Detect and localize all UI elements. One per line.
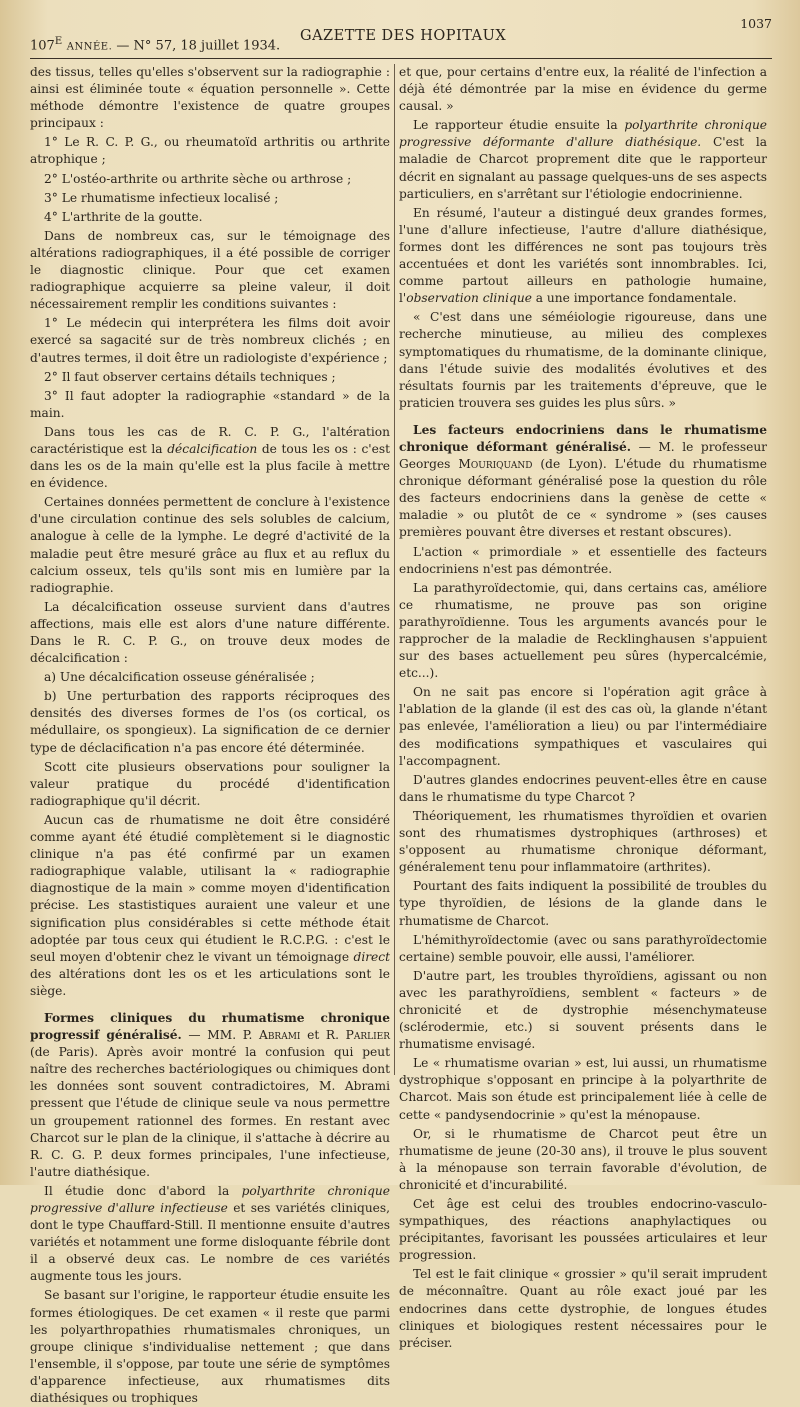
- right-column: [399, 64, 768, 1350]
- paragraph: L'hémithyroïdectomie (avec ou sans parathyroïdectomie certaine) semble pouvoir, elle aussi, l'améliorer.: [399, 932, 767, 964]
- author-name: Mouriquand: [458, 457, 533, 472]
- paragraph: [30, 812, 390, 1000]
- paragraph: des tissus, telles qu'elles s'observent sur la radiographie : ainsi est éliminée toute « équation personnelle ». Cette méthode démontre l'existence de quatre groupes principaux :: [30, 65, 390, 131]
- paragraph: Cet âge est celui des troubles endocrino-vasculo-sympathiques, des réactions anaphylactiques ou précipitantes, favorisant les poussées articulaires et leur progression.: [399, 1197, 767, 1263]
- section-paragraph: [30, 1010, 390, 1181]
- issue-info: [30, 36, 280, 53]
- text-run: Aucun cas de rhumatisme ne doit être considéré comme ayant été étudié complètement si le diagnostic clinique n'a pas été confirmé par un examen radiographique valable, utilisant la « radiographie diagnostique de la main » comme moyen d'identification précise. Les stastistiques auraient une valeur et une signification plus considérables si cette méthode était adoptée par tous ceux qui étudient le R.C.P.G. : c'est le seul moyen d'obtenir chez le vivant un témoignage: [30, 812, 390, 964]
- text-run: et R.: [300, 1028, 346, 1043]
- edition-suffix: E: [54, 36, 63, 47]
- list-item: 2° Il faut observer certains détails techniques ;: [44, 369, 336, 384]
- text-run: a une importance fondamentale.: [531, 291, 737, 306]
- paragraph: Scott cite plusieurs observations pour souligner la valeur pratique du procédé d'identification radiographique qu'il décrit.: [30, 759, 390, 808]
- emphasis: décalcification: [167, 441, 258, 456]
- paragraph: [30, 1183, 390, 1286]
- paragraph: Se basant sur l'origine, le rapporteur étudie ensuite les formes étiologiques. De cet examen « il reste que parmi les polyarthropathies rhumatismales chroniques, un groupe clinique s'individualise nettement ; que dans l'ensemble, il s'oppose, par toute une série de symptômes d'apparence infectieuse, aux rhumatismes dits diathésiques ou trophiques: [30, 1288, 390, 1406]
- paragraph: La parathyroïdectomie, qui, dans certains cas, améliore ce rhumatisme, ne prouve pas son origine parathyroïdienne. Tous les arguments avancés pour le rapprocher de la maladie de Recklinghausen s'appuient sur des bases actuellement peu sûres (hypercalcémie, etc...).: [399, 580, 767, 681]
- text-run: Dans tous les cas de R. C. P. G., l'altération caractéristique est la: [30, 424, 390, 456]
- paragraph: et que, pour certains d'entre eux, la réalité de l'infection a déjà été démontrée par la mise en évidence du germe causal. »: [399, 65, 767, 114]
- left-column: [30, 64, 391, 1406]
- column-divider: [394, 64, 395, 1075]
- header-rule: [30, 58, 772, 59]
- emphasis: observation clinique: [406, 291, 532, 306]
- text-run: C'est la maladie de Charcot proprement dite que le rapporteur décrit en signalant au passage quelques-uns de ses aspects particuliers, en s'arrêtant sur l'étiologie endocrinienne.: [399, 135, 767, 201]
- section-paragraph: [399, 422, 767, 542]
- paragraph: Dans de nombreux cas, sur le témoignage des altérations radiographiques, il a été possible de corriger le diagnostic clinique. Pour que cet examen radiographique acquierre sa pleine valeur, il doit nécessairement remplir les conditions suivantes :: [30, 228, 390, 312]
- paragraph: [399, 205, 767, 308]
- journal-title: GAZETTE DES HOPITAUX: [300, 28, 507, 44]
- author-name: Parlier: [345, 1028, 390, 1043]
- paragraph: [399, 117, 767, 202]
- text-run: des altérations dont les os et les articulations sont le siège.: [30, 966, 390, 998]
- paragraph: Théoriquement, les rhumatismes thyroïdien et ovarien sont des rhumatismes dystrophiques (arthroses) et s'opposent au rhumatisme chronique déformant, généralement tenu pour inflammatoire (arthrites).: [399, 808, 767, 875]
- emphasis: polyarthrite chronique progressive déformante d'allure diathésique.: [399, 118, 768, 150]
- paragraph: Tel est le fait clinique « grossier » qu'il serait imprudent de méconnaître. Quant au rôle exact joué par les endocrines dans cette dystrophie, de longues études cliniques et biologiques restent nécessaires pour le préciser.: [399, 1267, 767, 1350]
- issue-date: — N° 57, 18 juillet 1934.: [116, 38, 281, 54]
- paragraph: Certaines données permettent de conclure à l'existence d'une circulation continue des sels solubles de calcium, analogue à celle de la lymphe. Le degré d'activité de la maladie peut être mesuré grâce au flux et au reflux du calcium osseux, tels qu'ils sont mis en lumière par la radiographie.: [30, 495, 390, 595]
- paragraph: [30, 424, 390, 492]
- text-run: Il étudie donc d'abord la: [44, 1183, 242, 1198]
- list-item: 1° Le R. C. P. G., ou rheumatoïd arthritis ou arthrite atrophique ;: [30, 135, 390, 167]
- emphasis: polyarthrite chronique progressive d'allure infectieuse: [30, 1183, 390, 1215]
- page-number: 1037: [740, 16, 772, 31]
- list-item: 1° Le médecin qui interprétera les films doit avoir exercé sa sagacité sur de très nombreux clichés ; en d'autres termes, il doit être un radiologiste d'expérience ;: [30, 316, 390, 365]
- emphasis: direct: [353, 949, 390, 964]
- list-item: 2° L'ostéo-arthrite ou arthrite sèche ou arthrose ;: [44, 171, 352, 186]
- section-title: Les facteurs endocriniens dans le rhumatisme chronique déformant généralisé.: [399, 422, 767, 454]
- list-item: 4° L'arthrite de la goutte.: [44, 209, 203, 224]
- paragraph: La décalcification osseuse survient dans d'autres affections, mais elle est alors d'une nature différente. Dans le R. C. P. G., on trouve deux modes de décalcification :: [30, 599, 390, 666]
- paragraph: D'autre part, les troubles thyroïdiens, agissant ou non avec les parathyroïdiens, semblent « facteurs » de chronicité et de dystrophie mésenchymateuse (sclérodermie, etc.) si souvent présents dans le rhumatisme envisagé.: [399, 968, 767, 1052]
- text-run: (de Paris).: [30, 1045, 99, 1060]
- paragraph: D'autres glandes endocrines peuvent-elles être en cause dans le rhumatisme du type Charcot ?: [399, 772, 767, 804]
- text-run: de tous les os : c'est dans les os de la main qu'elle est la plus facile à mettre en évidence.: [30, 441, 390, 491]
- text-run: (de Lyon). L'étude du rhumatisme chronique déformant généralisé pose la question du rôle des facteurs endocriniens dans la genèse de cette « maladie » ou plutôt de ce « syndrome » (ses causes premières pouvant être diverses et restant obscures).: [399, 457, 767, 540]
- paragraph: L'action « primordiale » et essentielle des facteurs endocriniens n'est pas démontrée.: [399, 544, 767, 576]
- section-title: Formes cliniques du rhumatisme chronique progressif généralisé.: [30, 1010, 390, 1043]
- list-item: b) Une perturbation des rapports réciproques des densités des diverses formes de l'os (os cortical, os médullaire, os spongieux). La signification de ce dernier type de déclacification n'a pas encore été déterminée.: [30, 689, 390, 755]
- paragraph: Le « rhumatisme ovarian » est, lui aussi, un rhumatisme dystrophique s'opposant en principe à la polyarthrite de Charcot. Mais son étude est principalement liée à celle de cette « pandysendocrinie » qu'est la ménopause.: [399, 1056, 767, 1122]
- text-run: — MM. P.: [181, 1028, 260, 1043]
- page-header: [30, 16, 772, 58]
- text-run: Après avoir montré la confusion qui peut naître des recherches bactériologiques ou chimiques dont les données sont souvent contradictoires, M. Abrami pressent que l'étude de clinique seule va nous permettre un groupement rationnel des formes. En restant avec Charcot sur le plan de la clinique, il s'attache à décrire au R. C. G. P. deux formes principales, l'une infectieuse, l'autre diathésique.: [30, 1045, 391, 1179]
- text-run: — M. le professeur Georges: [399, 439, 768, 472]
- edition-number: 107: [30, 38, 55, 54]
- list-item: a) Une décalcification osseuse généralisée ;: [44, 670, 315, 685]
- paragraph: « C'est dans une séméiologie rigoureuse, dans une recherche minutieuse, au milieu des complexes symptomatiques du rhumatisme, de la dominante clinique, dans l'étude suivie des modalités évolutives et des résultats fournis par les traitements d'épreuve, que le praticien trouvera ses guides les plus sûrs. »: [399, 310, 767, 410]
- list-item: 3° Il faut adopter la radiographie «standard » de la main.: [30, 388, 390, 420]
- paragraph: Or, si le rhumatisme de Charcot peut être un rhumatisme de jeune (20-30 ans), il trouve le plus souvent à la ménopause son terrain favorable d'évolution, de chronicité et d'incurabilité.: [399, 1126, 767, 1192]
- text-run: En résumé, l'auteur a distingué deux grandes formes, l'une d'allure infectieuse, l'autre d'allure diathésique, formes dont les différences ne sont pas toujours très accentuées et dont les variétés sont innombrables. Ici, comme partout ailleurs en pathologie humaine, l': [399, 205, 767, 306]
- text-run: Le rapporteur étudie ensuite la: [413, 118, 625, 133]
- author-name: Abrami: [259, 1028, 301, 1043]
- paragraph: Pourtant des faits indiquent la possibilité de troubles du type thyroïdien, de lésions de la glande dans le rhumatisme de Charcot.: [399, 879, 767, 928]
- list-item: 3° Le rhumatisme infectieux localisé ;: [44, 190, 279, 205]
- edition-word: ANNÉE.: [66, 41, 113, 53]
- paragraph: On ne sait pas encore si l'opération agit grâce à l'ablation de la glande (il est des cas où, la glande n'étant pas enlevée, l'amélioration a lieu) ou par l'intermédiaire des modifications sympathiques et vasculaires qui l'accompagnent.: [399, 685, 767, 768]
- text-run: et ses variétés cliniques, dont le type Chauffard-Still. Il mentionne ensuite d'autres variétés et notamment une forme disloquante fébrile dont il a observé deux cas. Le nombre de ces variétés augmente tous les jours.: [30, 1201, 391, 1284]
